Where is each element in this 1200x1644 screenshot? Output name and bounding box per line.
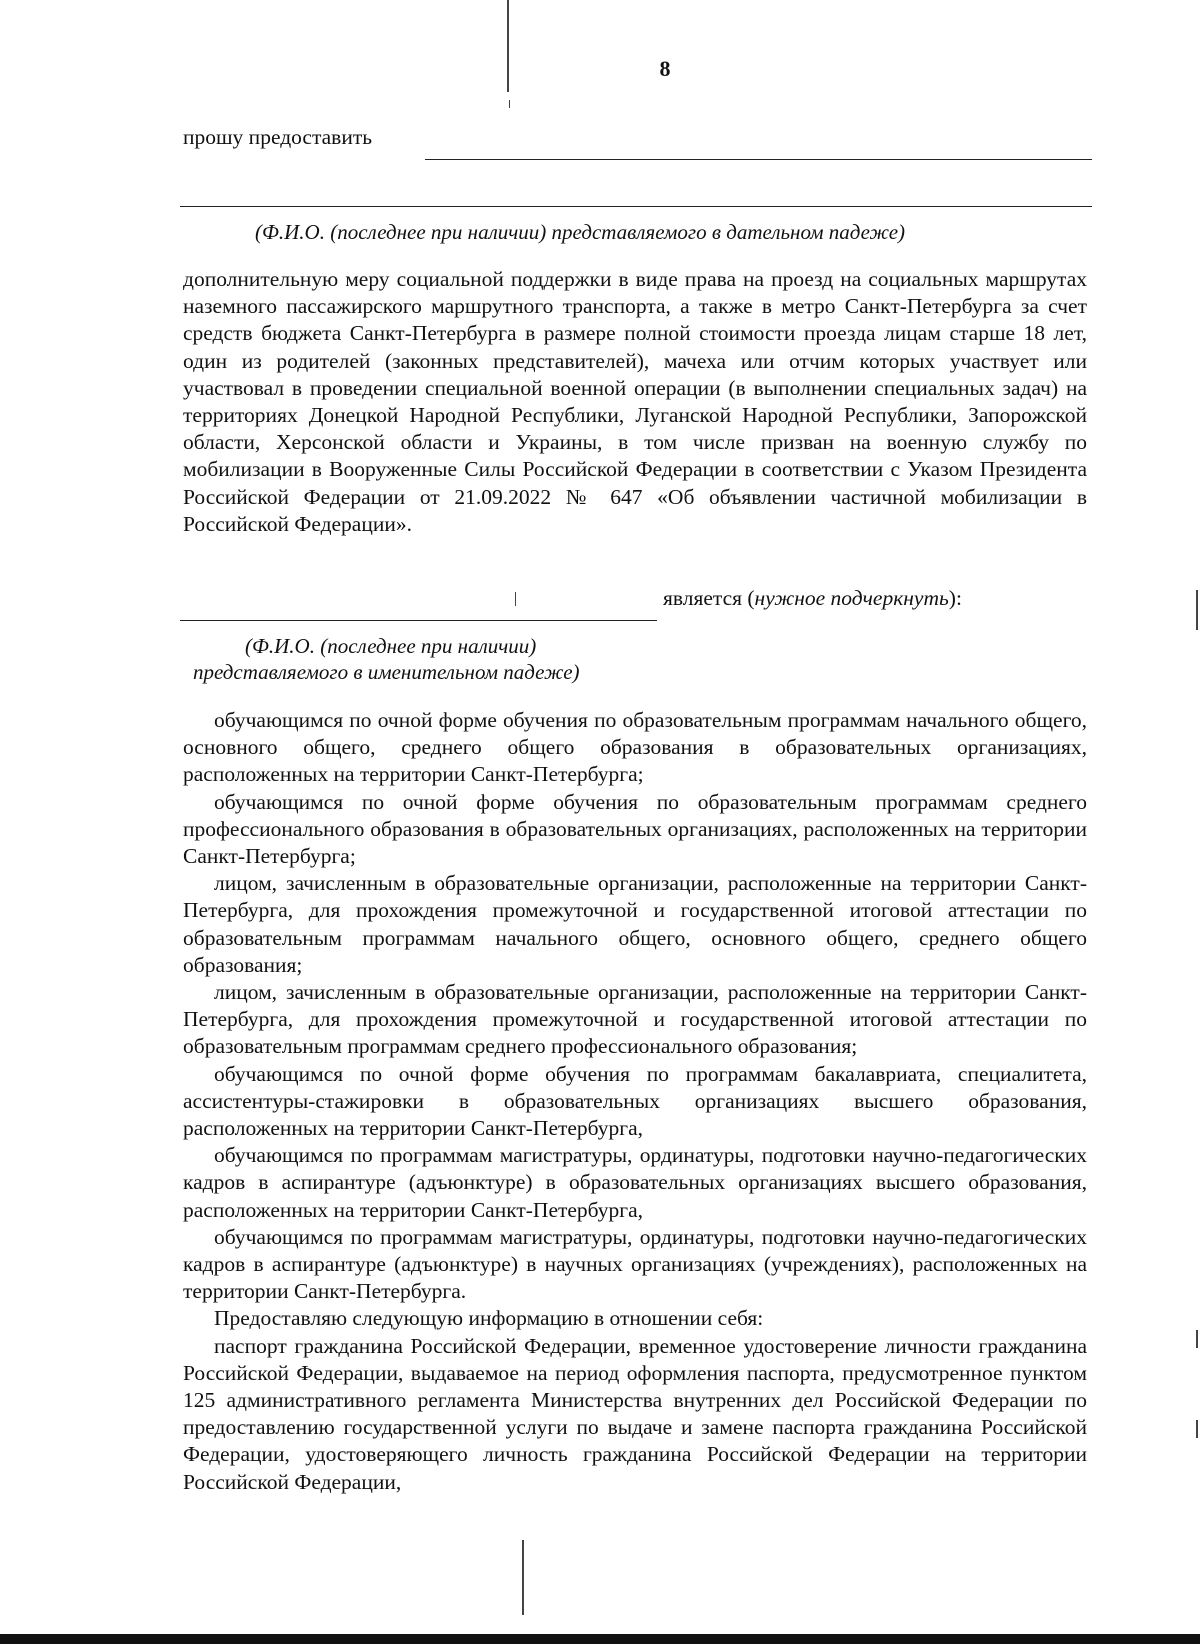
scan-artifact-line (1196, 1330, 1198, 1348)
is-label-suffix: ): (948, 586, 962, 610)
is-label-italic: нужное подчеркнуть (754, 586, 949, 610)
main-paragraph-text: дополнительную меру социальной поддержки в виде права на проезд на социальных маршрутах наземного пассажирского маршрутного транспорта, а также в метро Санкт-Петербурга за счет средств бюджета Санкт-Петербурга в размере полной стоимости проезда лицам старше 18 лет, один из родителей (законных представителей), мачеха или отчим которых участвует или участвовал в проведении специальной военной операции (в выполнении специальных задач) на территориях Донецкой Народной Республики, Луганской Народной Республики, Запорожской области, Херсонской области и Украины, в том числе призван на военную службу по мобилизации в Вооруженные Силы Российской Федерации в соответствии с Указом Президента Российской Федерации от 21.09.2022 № 647 «Об объявлении частичной мобилизации в Российской Федерации». (183, 267, 1087, 536)
caption-nominative-line1: (Ф.И.О. (последнее при наличии) (245, 634, 537, 658)
status-option: обучающимся по очной форме обучения по программам бакалавриата, специалитета, ассистентуры-стажировки в образовательных организациях высшего образования, расположенных на территории Санкт-Петербурга, (183, 1061, 1087, 1141)
is-label (663, 585, 962, 612)
page-number: 8 (659, 56, 671, 81)
main-paragraph (183, 266, 1087, 538)
scan-artifact-line (1196, 590, 1198, 630)
request-label: прошу предоставить (183, 125, 373, 149)
scan-artifact-line (509, 100, 510, 108)
scan-artifact-line (515, 592, 516, 606)
status-option: обучающимся по программам магистратуры, ординатуры, подготовки научно-педагогических кадров в аспирантуре (адъюнктуре) в научных организациях (учреждениях), расположенных на территории Санкт-Петербурга. (183, 1224, 1087, 1304)
status-option: лицом, зачисленным в образовательные организации, расположенные на территории Санкт-Петербурга, для прохождения промежуточной и государственной итоговой аттестации по образовательным программам начального общего, основного общего, среднего общего образования; (183, 871, 1087, 977)
status-option: обучающимся по очной форме обучения по образовательным программам начального общего, основного общего, среднего общего образования в образовательных организациях, расположенных на территории Санкт-Петербурга; (183, 708, 1087, 787)
scan-bottom-edge (0, 1634, 1200, 1644)
status-option: лицом, зачисленным в образовательные организации, расположенные на территории Санкт-Петербурга, для прохождения промежуточной и государственной итоговой аттестации по образовательным программам среднего профессионального образования; (183, 980, 1087, 1059)
status-option: обучающимся по программам магистратуры, ординатуры, подготовки научно-педагогических кадров в аспирантуре (адъюнктуре) в образовательных организациях высшего образования, расположенных на территории Санкт-Петербурга, (183, 1143, 1087, 1222)
scan-artifact-line (522, 1540, 524, 1615)
is-label-prefix: является ( (663, 586, 755, 610)
info-intro: Предоставляю следующую информацию в отношении себя: (214, 1306, 764, 1331)
recipient-underline (425, 159, 1092, 160)
scan-artifact-line (1196, 1420, 1198, 1438)
caption-nominative-line2: представляемого в именительном падеже) (193, 660, 580, 684)
status-options-list (183, 707, 1087, 1496)
name-underline (180, 620, 657, 621)
status-option: обучающимся по очной форме обучения по образовательным программам среднего профессионального образования в образовательных организациях, расположенных на территории Санкт-Петербурга; (183, 789, 1087, 869)
caption-dative: (Ф.И.О. (последнее при наличии) представляемого в дательном падеже) (255, 220, 906, 244)
passport-paragraph: паспорт гражданина Российской Федерации, временное удостоверение личности гражданина Российской Федерации, выдаваемое на период оформления паспорта, предусмотренное пунктом 125 административного регламента Министерства внутренних дел Российской Федерации по предоставлению государственной услуги по выдаче и замене паспорта гражданина Российской Федерации, удостоверяющего личность гражданина Российской Федерации на территории Российской Федерации, (183, 1333, 1087, 1494)
recipient-underline-full (180, 206, 1092, 207)
